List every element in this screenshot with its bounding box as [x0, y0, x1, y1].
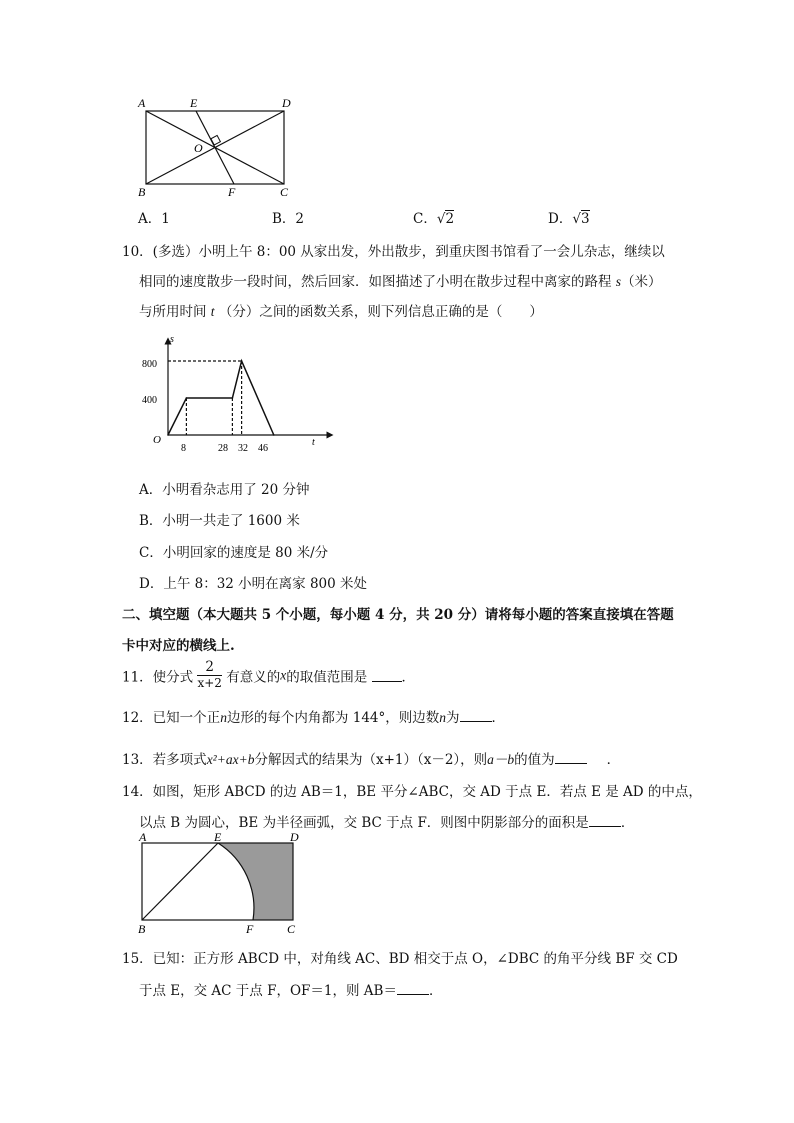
- q9-option-b: B．2: [272, 211, 305, 227]
- x-tick-28: 28: [218, 443, 228, 454]
- origin-label: O: [153, 434, 161, 446]
- fraction-numerator: 2: [197, 660, 221, 676]
- q15-line1: 15．已知：正方形 ABCD 中，对角线 AC、BD 相交于点 O，∠DBC 的角平分线 BF 交 CD: [122, 951, 678, 967]
- x-axis-label: t: [312, 437, 315, 448]
- series-line: [168, 361, 274, 435]
- section2-heading-line1: 二、填空题（本大题共 5 个小题，每小题 4 分，共 20 分）请将每小题的答案直接填在答题: [122, 607, 674, 623]
- x-tick-46: 46: [258, 443, 268, 454]
- q9-label-C: C: [280, 185, 289, 199]
- sqrt-sign: √: [436, 211, 446, 227]
- q10-option-d: D．上午 8：32 小明在离家 800 米处: [139, 576, 368, 592]
- q14-label-C: C: [287, 922, 296, 935]
- q9-option-a: A．1: [138, 211, 170, 227]
- answer-blank[interactable]: [589, 814, 621, 827]
- q10-line2: 相同的速度散步一段时间，然后回家．如图描述了小明在散步过程中离家的路程 s（米）: [139, 274, 662, 290]
- q14-line1: 14．如图，矩形 ABCD 的边 AB＝1，BE 平分∠ABC，交 AD 于点 E．若点 E 是 AD 的中点，: [122, 784, 702, 800]
- q13: 13．若多项式x²+ax+b分解因式的结果为（x+1）（x－2），则a－b的值为 ．: [122, 752, 621, 768]
- q9-label-A: A: [138, 96, 146, 110]
- q11: 11．使分式 $\frac{2}{x+2}$ 有意义的x的取值范围是 ．: [122, 659, 416, 690]
- q14-line2: 以点 B 为圆心，BE 为半径画弧，交 BC 于点 F．则图中阴影部分的面积是 ．: [139, 815, 635, 831]
- q10-option-b: B．小明一共走了 1600 米: [139, 513, 300, 529]
- x-tick-32: 32: [238, 443, 248, 454]
- answer-blank[interactable]: [460, 709, 492, 722]
- q9-label-O: O: [194, 141, 203, 155]
- fraction: [197, 660, 221, 691]
- sqrt-sign: √: [572, 211, 581, 227]
- q14-label-D: D: [290, 830, 299, 844]
- y-axis-label: s: [170, 334, 174, 345]
- answer-blank[interactable]: [397, 982, 429, 995]
- q14-label-E: E: [214, 830, 222, 844]
- q9-option-d: D．√3: [548, 211, 590, 227]
- q9-option-c: C．√2: [413, 211, 455, 227]
- q15-line2: 于点 E，交 AC 于点 F，OF＝1，则 AB＝ ．: [139, 983, 443, 999]
- answer-blank[interactable]: [372, 669, 402, 682]
- q9-label-E: E: [190, 96, 198, 110]
- y-tick-800: 800: [142, 359, 157, 370]
- q10-option-c: C．小明回家的速度是 80 米/分: [139, 545, 329, 561]
- q14-figure: [132, 830, 307, 935]
- q10-line3: 与所用时间 t （分）之间的函数关系，则下列信息正确的是（ ）: [139, 304, 543, 320]
- y-tick-400: 400: [142, 395, 157, 406]
- q9-label-D: D: [282, 96, 291, 110]
- q14-label-B: B: [138, 922, 146, 935]
- q14-label-A: A: [139, 830, 147, 844]
- q14-label-F: F: [246, 922, 254, 935]
- shaded-region: [218, 843, 293, 920]
- q10-chart: [140, 333, 335, 458]
- q9-figure: [130, 92, 305, 200]
- q10-line1: 10．(多选）小明上午 8：00 从家出发，外出散步，到重庆图书馆看了一会儿杂志，继续以: [122, 244, 665, 260]
- section2-heading-line2: 卡中对应的横线上.: [122, 638, 235, 654]
- answer-blank[interactable]: [555, 751, 587, 764]
- fraction-denominator: x+2: [197, 676, 222, 690]
- q9-label-B: B: [138, 185, 146, 199]
- q12: 12．已知一个正n边形的每个内角都为 144°，则边数n为 ．: [122, 710, 505, 726]
- q9-label-F: F: [228, 185, 236, 199]
- x-tick-8: 8: [181, 443, 186, 454]
- q10-option-a: A．小明看杂志用了 20 分钟: [139, 482, 310, 498]
